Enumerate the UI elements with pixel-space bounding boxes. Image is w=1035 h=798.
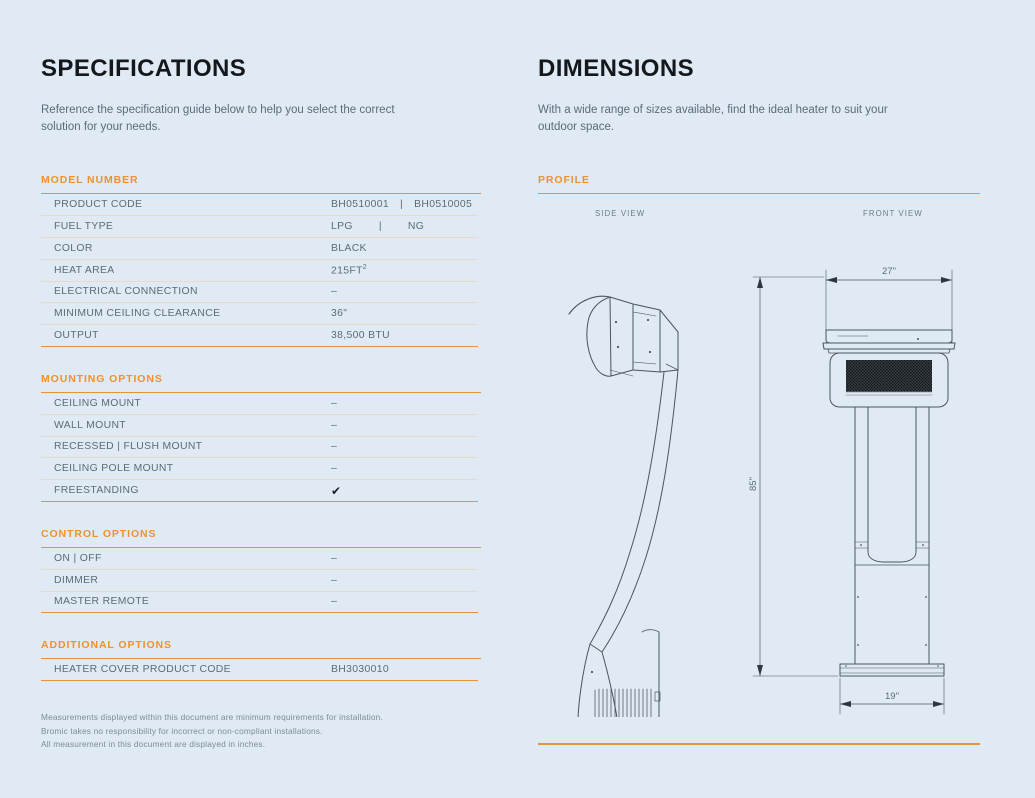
spec-row-value-primary: 215FT xyxy=(331,265,363,277)
bottom-divider xyxy=(538,743,980,745)
front-view-total-height-value: 85" xyxy=(748,477,759,491)
spec-row-value-primary: – xyxy=(331,574,338,586)
page-title-specifications: SPECIFICATIONS xyxy=(41,55,247,82)
spec-row xyxy=(41,393,478,415)
spec-row-value xyxy=(331,441,478,452)
profile-drawings xyxy=(538,252,980,717)
spec-table xyxy=(41,548,478,613)
spec-group xyxy=(41,174,481,347)
spec-row-label: OUTPUT xyxy=(54,330,99,342)
spec-row-value xyxy=(331,484,478,498)
front-view-base xyxy=(840,664,944,676)
front-view-drawing xyxy=(753,270,955,714)
spec-row-value-primary: 36" xyxy=(331,308,348,320)
spec-row xyxy=(41,458,478,480)
spec-row xyxy=(41,659,478,681)
spec-row-label: CEILING MOUNT xyxy=(54,397,142,409)
spec-row-value xyxy=(331,199,478,210)
spec-row-value xyxy=(331,420,478,431)
spec-row xyxy=(41,592,478,614)
footnote-line-1: Measurements displayed within this document are minimum requirements for installation. xyxy=(41,712,383,722)
spec-row-value-primary: BLACK xyxy=(331,242,367,254)
front-view-cabinet xyxy=(855,552,929,664)
front-view-top-width-value: 27" xyxy=(882,266,896,277)
spec-row xyxy=(41,415,478,437)
spec-row-label: PRODUCT CODE xyxy=(54,199,143,211)
spec-row xyxy=(41,570,478,592)
spec-row-label: MASTER REMOTE xyxy=(54,596,150,608)
spec-row-value xyxy=(331,596,478,607)
spec-row xyxy=(41,238,478,260)
footnote-line-2: Bromic takes no responsibility for incorrect or non-compliant installations. xyxy=(41,725,323,736)
spec-row-value-superscript: 2 xyxy=(362,263,368,271)
spec-row xyxy=(41,325,478,347)
front-view-canopy xyxy=(823,330,955,353)
specifications-column xyxy=(41,55,481,681)
spec-row-value-primary: BH0510001 xyxy=(331,199,390,211)
profile-section-heading: PROFILE xyxy=(538,174,980,194)
spec-group-heading: MODEL NUMBER xyxy=(41,174,481,194)
spec-group-heading: ADDITIONAL OPTIONS xyxy=(41,639,481,659)
footnote-line-3: All measurement in this document are displayed in inches. xyxy=(41,739,266,750)
spec-row-value-primary: LPG xyxy=(331,221,353,233)
side-view-heater-head xyxy=(569,296,678,376)
spec-row-value-primary: – xyxy=(331,441,338,453)
specifications-intro: Reference the specification guide below to help you select the correct solution for your needs. xyxy=(41,104,395,133)
page-title-dimensions: DIMENSIONS xyxy=(538,55,695,82)
spec-row-value xyxy=(331,286,478,297)
spec-group-heading: MOUNTING OPTIONS xyxy=(41,373,481,393)
spec-row-value-primary: – xyxy=(331,552,338,564)
spec-row-value-primary: – xyxy=(331,463,338,475)
spec-row-label: FUEL TYPE xyxy=(54,221,114,233)
spec-row-label: ON | OFF xyxy=(54,552,102,564)
spec-row xyxy=(41,548,478,570)
spec-row-label: ELECTRICAL CONNECTION xyxy=(54,286,198,298)
specifications-groups xyxy=(41,174,481,681)
spec-table xyxy=(41,194,478,347)
spec-row xyxy=(41,260,478,282)
side-view-pole xyxy=(590,370,678,652)
spec-row-value xyxy=(331,463,478,474)
spec-row-value-separator: | xyxy=(400,199,404,211)
spec-row-value-primary: ✔ xyxy=(331,483,342,498)
spec-row-value xyxy=(331,243,478,254)
spec-row xyxy=(41,480,478,502)
front-view-burner-grille xyxy=(846,360,932,392)
spec-row-value xyxy=(331,575,478,586)
spec-row-label: FREESTANDING xyxy=(54,485,139,496)
spec-row-value xyxy=(331,221,478,232)
profile-drawing-svg xyxy=(538,252,980,717)
spec-row-value-secondary: BH0510005 xyxy=(414,199,473,211)
front-view-label: FRONT VIEW xyxy=(863,209,923,219)
spec-table xyxy=(41,393,478,502)
spec-row-value xyxy=(331,664,478,675)
spec-row-label: HEATER COVER PRODUCT CODE xyxy=(54,664,231,676)
spec-row-value-primary: – xyxy=(331,286,338,298)
side-view-label: SIDE VIEW xyxy=(595,209,646,219)
front-view-base-width-value: 19" xyxy=(885,691,899,702)
spec-row xyxy=(41,282,478,304)
spec-row-value-primary: – xyxy=(331,419,338,431)
spec-row xyxy=(41,303,478,325)
spec-row xyxy=(41,194,478,216)
spec-row-label: HEAT AREA xyxy=(54,264,115,276)
spec-group-heading: CONTROL OPTIONS xyxy=(41,528,481,548)
spec-row-label: CEILING POLE MOUNT xyxy=(54,463,174,475)
spec-row-label: MINIMUM CEILING CLEARANCE xyxy=(54,308,221,320)
dimensions-column xyxy=(538,55,980,225)
spec-row-label: RECESSED | FLUSH MOUNT xyxy=(54,441,203,453)
spec-row-value-separator: | xyxy=(378,221,382,233)
spec-row xyxy=(41,216,478,238)
spec-group xyxy=(41,639,481,681)
spec-row-value-primary: 38,500 BTU xyxy=(331,330,390,342)
spec-row-value xyxy=(331,398,478,409)
spec-table xyxy=(41,659,478,681)
spec-row-value-primary: – xyxy=(331,596,338,608)
spec-row-value xyxy=(331,553,478,564)
spec-group xyxy=(41,528,481,613)
spec-row-value-secondary: NG xyxy=(407,221,425,233)
side-view-drawing xyxy=(560,296,685,717)
front-view-dim-top-width xyxy=(826,270,952,343)
front-view-grille-lines xyxy=(846,392,932,395)
footnote xyxy=(41,711,383,752)
spec-row-value-primary: – xyxy=(331,397,338,409)
spec-row-label: WALL MOUNT xyxy=(54,419,127,431)
side-view-vents xyxy=(595,689,651,717)
spec-row-value xyxy=(331,308,478,319)
spec-row-label: COLOR xyxy=(54,242,93,254)
spec-row-value xyxy=(331,264,478,276)
spec-group xyxy=(41,373,481,502)
front-view-dim-total-height xyxy=(753,277,838,676)
spec-row xyxy=(41,437,478,459)
spec-row-value xyxy=(331,330,478,341)
spec-row-value-primary: BH3030010 xyxy=(331,664,390,676)
spec-row-label: DIMMER xyxy=(54,574,99,586)
front-view-legs xyxy=(855,407,929,552)
dimensions-intro: With a wide range of sizes available, find the ideal heater to suit your outdoor space. xyxy=(538,104,888,133)
view-labels xyxy=(538,209,980,225)
